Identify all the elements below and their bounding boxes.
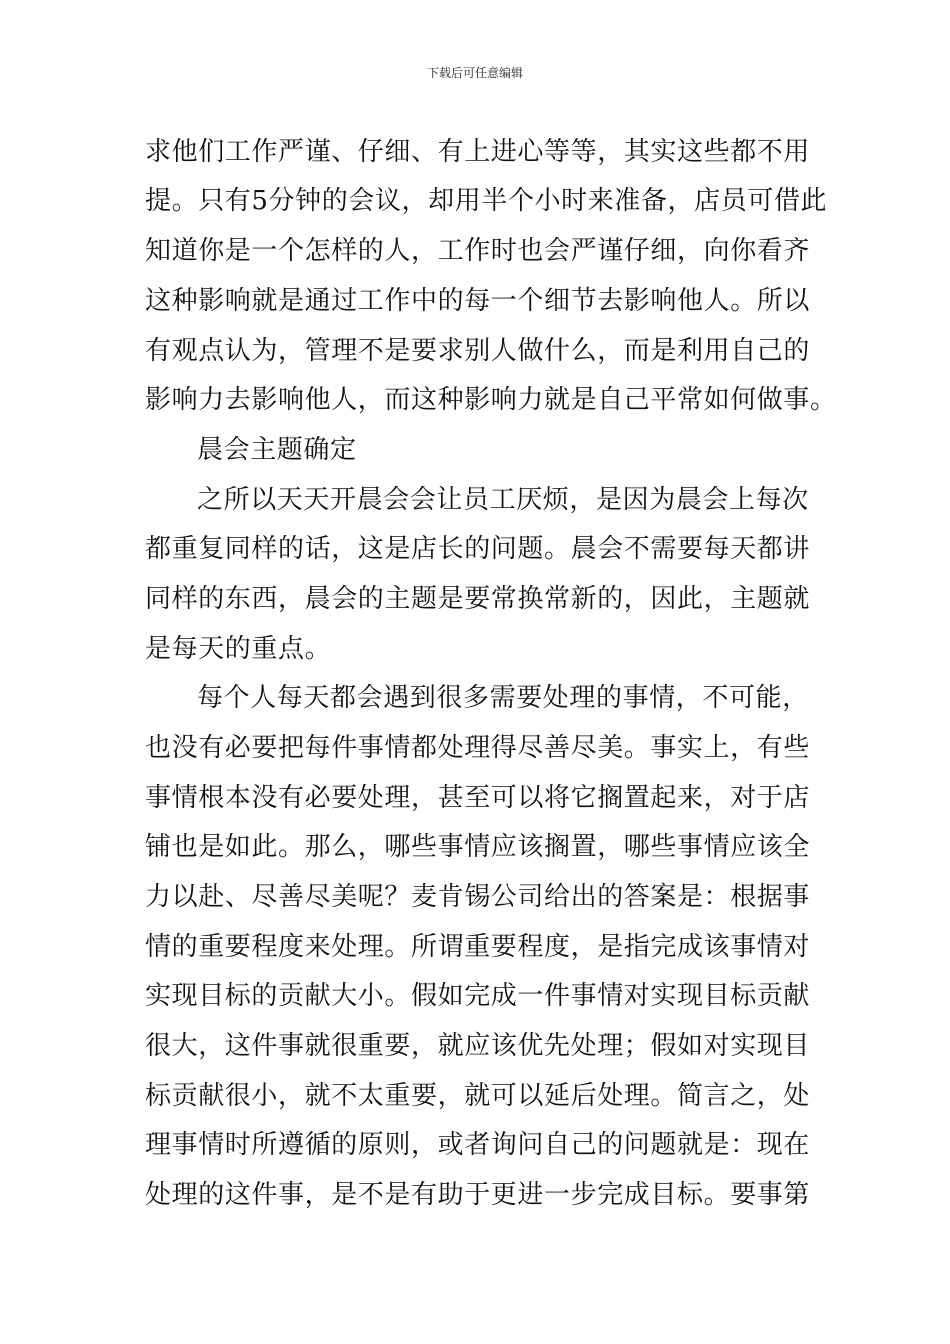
text-line: 求他们工作严谨、仔细、有上进心等等，其实这些都不用 — [145, 137, 811, 167]
text-line: 这种影响就是通过工作中的每一个细节去影响他人。所以 — [145, 286, 811, 316]
text-line: 实现目标的贡献大小。假如完成一件事情对实现目标贡献 — [145, 981, 811, 1011]
text-line: 都重复同样的话，这是店长的问题。晨会不需要每天都讲 — [145, 534, 811, 564]
text-line: 铺也是如此。那么，哪些事情应该搁置，哪些事情应该全 — [145, 832, 811, 862]
text-line: 同样的东西，晨会的主题是要常换常新的，因此，主题就 — [145, 584, 811, 614]
text-line: 标贡献很小，就不太重要，就可以延后处理。简言之，处 — [145, 1081, 811, 1111]
text-line: 事情根本没有必要处理，甚至可以将它搁置起来，对于店 — [145, 783, 811, 813]
text-line: 力以赴、尽善尽美呢？麦肯锡公司给出的答案是：根据事 — [145, 882, 811, 912]
text-line: 知道你是一个怎样的人，工作时也会严谨仔细，向你看齐 — [145, 236, 811, 266]
text-line: 影响力去影响他人，而这种影响力就是自己平常如何做事。 — [145, 385, 837, 415]
text-line: 也没有必要把每件事情都处理得尽善尽美。事实上，有些 — [145, 733, 811, 763]
text-line: 理事情时所遵循的原则，或者询问自己的问题就是：现在 — [145, 1130, 811, 1160]
text-line: 提。只有5分钟的会议，却用半个小时来准备，店员可借此 — [145, 186, 828, 216]
text-line: 有观点认为，管理不是要求别人做什么，而是利用自己的 — [145, 336, 811, 366]
text-line: 很大，这件事就很重要，就应该优先处理；假如对实现目 — [145, 1031, 811, 1061]
text-line: 之所以天天开晨会会让员工厌烦，是因为晨会上每次 — [197, 485, 809, 515]
section-heading: 晨会主题确定 — [197, 435, 357, 465]
text-line: 处理的这件事，是不是有助于更进一步完成目标。要事第 — [145, 1180, 811, 1210]
text-line: 情的重要程度来处理。所谓重要程度，是指完成该事情对 — [145, 932, 811, 962]
text-line: 每个人每天都会遇到很多需要处理的事情，不可能， — [197, 683, 809, 713]
page-header: 下载后可任意编辑 — [426, 66, 523, 80]
text-line: 是每天的重点。 — [145, 634, 332, 664]
